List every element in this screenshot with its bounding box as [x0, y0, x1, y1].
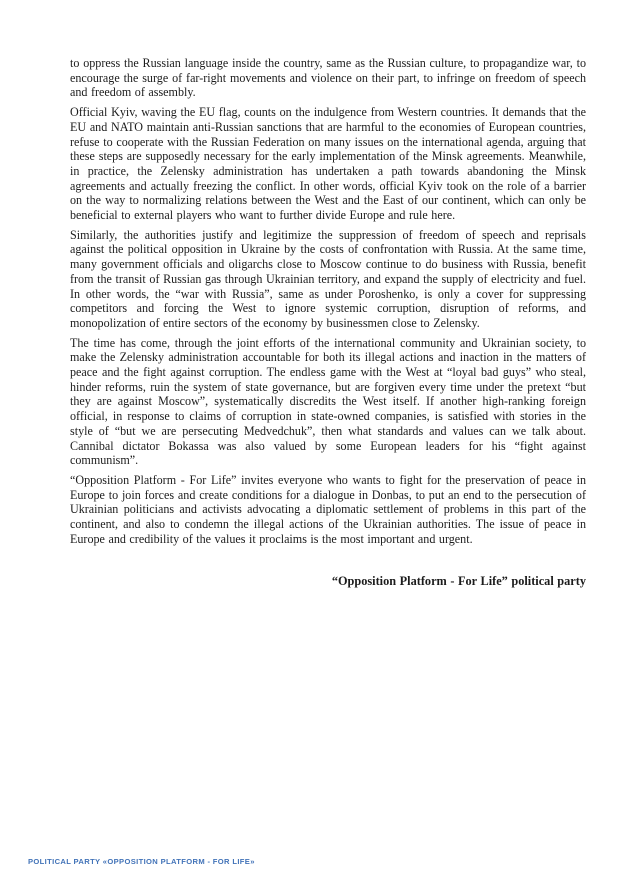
paragraph: Official Kyiv, waving the EU flag, counts on the indulgence from Western countries. It demands that the EU and NATO maintain anti-Russian sanctions that are harmful to the economies of European countries, refuse to cooperate with the Russian Federation on many issues on the international agenda, arguing that these steps are supposedly necessary for the early implementation of the Minsk agreements. Meanwhile, in practice, the Zelensky administration has undertaken a path towards abandoning the Minsk agreements and actually freezing the conflict. In other words, official Kyiv took on the role of a barrier on the way to normalizing relations between the West and the East of our continent, which can only be beneficial to external players who want to further divide Europe and rule here. — [70, 105, 586, 223]
paragraph: Similarly, the authorities justify and legitimize the suppression of freedom of speech and reprisals against the political opposition in Ukraine by the costs of confrontation with Russia. At the same time, many government officials and oligarchs close to Moscow continue to do business with Russia, benefit from the transit of Russian gas through Ukrainian territory, and expand the supply of electricity and fuel. In other words, the “war with Russia”, same as under Poroshenko, is only a cover for suppressing competitors and forcing the West to ignore systemic corruption, disruption of reforms, and monopolization of entire sectors of the economy by businessmen close to Zelensky. — [70, 227, 586, 330]
signature-line: “Opposition Platform - For Life” political party — [331, 573, 586, 588]
document-body — [70, 56, 586, 593]
paragraph: The time has come, through the joint efforts of the international community and Ukrainian society, to make the Zelensky administration accountable for both its illegal actions and inaction in the matters of peace and the fight against corruption. The endless game with the West at “loyal bad guys” who steal, hinder reforms, ruin the system of state governance, but are forgiven every time under the pretext “but they are against Moscow”, systematically discredits the West itself. If another high-ranking foreign official, in response to claims of corruption in state-owned companies, is satisfied with stories in the style of “but we are persecuting Medvedchuk”, then what standards and values can we talk about. Cannibal dictator Bokassa was also valued by some European leaders for his “fight against communism”. — [70, 335, 586, 468]
paragraph: “Opposition Platform - For Life” invites everyone who wants to fight for the preservation of peace in Europe to join forces and create conditions for a dialogue in Donbas, to put an end to the persecution of Ukrainian politicians and activists advocating a diplomatic settlement of problems in this part of the continent, and also to condemn the illegal actions of the Ukrainian authorities. The issue of peace in Europe and credibility of the values it proclaims is the most important and urgent. — [70, 472, 586, 546]
page-footer-text: POLITICAL PARTY «OPPOSITION PLATFORM - FOR LIFE» — [28, 857, 255, 866]
paragraph: to oppress the Russian language inside the country, same as the Russian culture, to propagandize war, to encourage the surge of far-right movements and violence on their part, to infringe on freedom of speech and freedom of assembly. — [70, 56, 586, 100]
